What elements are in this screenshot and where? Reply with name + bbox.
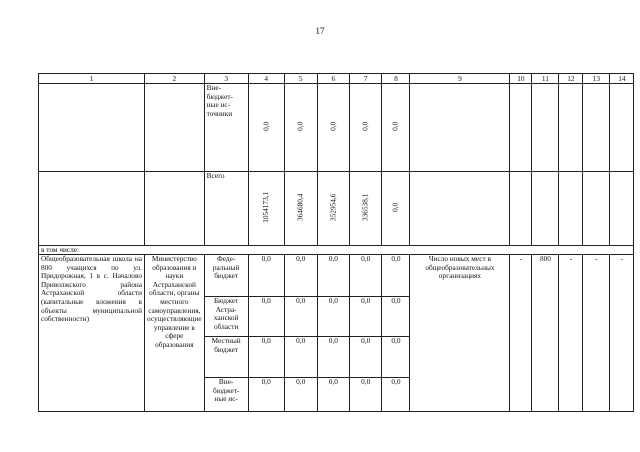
project-name: Общеобразовательная школа на 800 учащихся по ул. Придорожная, 1 в с. Началово Приволжского района Астраханской области (капитальные вложения в объекты муниципальной собственности) [39,255,145,412]
program-table [38,73,634,412]
col-header-5: 5 [284,74,317,84]
table-cell: 0,0 [382,297,410,337]
col-header-7: 7 [350,74,382,84]
table-cell: 0,0 [317,378,349,412]
header-row [39,74,634,84]
including-label: в том числе: [39,246,634,255]
table-cell: 0,0 [382,255,410,297]
col-header-1: 1 [39,74,145,84]
funding-source: Местный бюджет [204,337,248,378]
table-cell: 0,0 [284,378,317,412]
table-row [39,172,634,246]
page-number: 17 [315,26,325,36]
col-header-2: 2 [145,74,205,84]
table-cell: - [610,255,634,412]
table-cell: - [559,255,583,412]
table-row [39,246,634,255]
table-cell: 0,0 [317,297,349,337]
table-cell: 0,0 [284,297,317,337]
funding-source: Вне- бюджет- ные ис- [204,378,248,412]
table-cell: 0,0 [248,378,284,412]
funding-source: Вне- бюджет- ные ис- точники [204,84,248,172]
col-header-9: 9 [410,74,510,84]
table-cell: 0,0 [382,337,410,378]
col-header-8: 8 [382,74,410,84]
table-cell: 0,0 [390,121,400,131]
table-cell: 0,0 [248,297,284,337]
table-cell: - [583,255,610,412]
col-header-4: 4 [248,74,284,84]
table-cell: 0,0 [295,121,305,131]
table-cell: 0,0 [248,255,284,297]
table-cell: 0,0 [390,202,400,212]
funding-source: Феде- ральный бюджет [204,255,248,297]
col-header-12: 12 [559,74,583,84]
table-cell: 800 [532,255,559,412]
table-cell: 0,0 [382,378,410,412]
table-cell: 0,0 [360,121,370,131]
col-header-11: 11 [532,74,559,84]
table-cell: 336538,1 [360,193,370,221]
table-cell: 0,0 [350,378,382,412]
col-header-6: 6 [317,74,349,84]
table-cell: 0,0 [260,121,270,131]
col-header-3: 3 [204,74,248,84]
table-cell: 0,0 [317,337,349,378]
funding-source: Бюджет Астра- ханской области [204,297,248,337]
table-cell: 0,0 [284,255,317,297]
table-cell: - [510,255,532,412]
table-cell: 0,0 [284,337,317,378]
project-executor: Министерство образования и науки Астраханской области, органы местного самоуправления, осуществляющие управление в сфере образования [145,255,205,412]
table-row [39,84,634,172]
table-cell: 0,0 [317,255,349,297]
col-header-14: 14 [610,74,634,84]
table-cell: 0,0 [328,121,338,131]
table-cell: 0,0 [350,337,382,378]
table-cell: 0,0 [248,337,284,378]
table-cell: 1054173,1 [260,191,270,223]
table-cell: 0,0 [350,297,382,337]
funding-source: Всего [204,172,248,246]
project-indicator: Число новых мест в общеобразовательных организациях [410,255,510,412]
col-header-10: 10 [510,74,532,84]
table-cell: 364680,4 [295,193,305,221]
table-row [39,255,634,297]
table-cell: 0,0 [350,255,382,297]
table-cell: 352954,6 [328,193,338,221]
col-header-13: 13 [583,74,610,84]
